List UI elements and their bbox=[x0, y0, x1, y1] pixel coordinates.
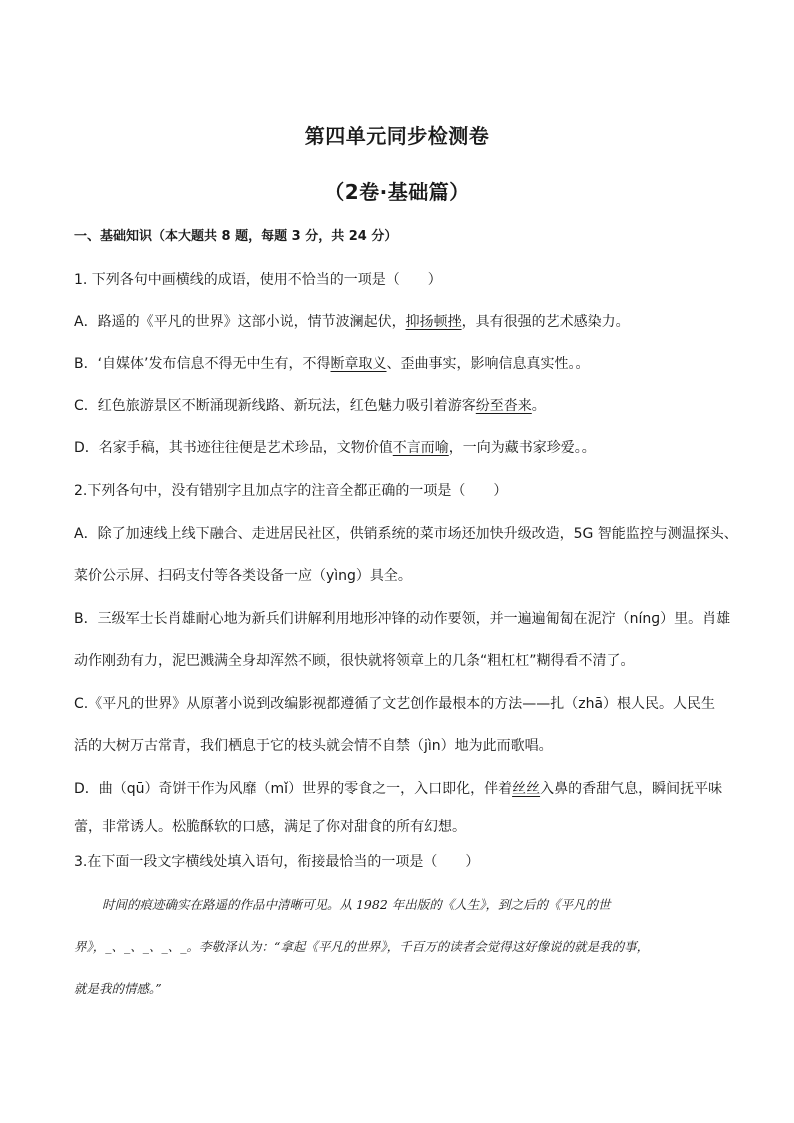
option-text: ，具有很强的艺术感染力。 bbox=[461, 314, 630, 330]
question-1-option-d bbox=[74, 438, 734, 458]
underlined-idiom: 纷至沓来 bbox=[475, 398, 532, 414]
question-2-option-c-line-2: 活的大树万古常青，我们栖息于它的枝头就会情不自禁（jìn）地为此而歌唱。 bbox=[74, 738, 553, 754]
question-2-stem: 2.下列各句中，没有错别字且加点字的注音全都正确的一项是（ ） bbox=[74, 483, 508, 499]
option-text: 、歪曲事实，影响信息真实性。。 bbox=[386, 356, 590, 372]
option-text: 入鼻的香甜气息，瞬间抚平味 bbox=[540, 781, 723, 797]
passage-line-1: 时间的痕迹确实在路遥的作品中清晰可见。从 1982 年出版的《人生》，到之后的《平凡的世 bbox=[102, 897, 611, 912]
section-heading: 一、基础知识（本大题共 8 题，每题 3 分，共 24 分） bbox=[74, 229, 398, 244]
question-2-option-d-line-2: 蕾，非常诱人。松脆酥软的口感，满足了你对甜食的所有幻想。 bbox=[74, 819, 466, 835]
question-1-option-a bbox=[74, 312, 734, 332]
underlined-idiom: 断章取义 bbox=[330, 356, 387, 372]
question-2-option-c-line-1: C.《平凡的世界》从原著小说到改编影视都遵循了文艺创作最根本的方法——扎（zhā）根人民。人民生 bbox=[74, 696, 716, 712]
page-subtitle: （2卷·基础篇） bbox=[324, 180, 470, 204]
page-title: 第四单元同步检测卷 bbox=[304, 124, 490, 148]
question-2-option-a-line-1: A．除了加速线上线下融合、走进居民社区，供销系统的菜市场还加快升级改造，5G 智能监控与测温探头、 bbox=[74, 526, 738, 542]
option-text: C．红色旅游景区不断涌现新线路、新玩法，红色魅力吸引着游客 bbox=[74, 398, 476, 414]
question-1-stem: 1. 下列各句中画横线的成语，使用不恰当的一项是（ ） bbox=[74, 272, 442, 288]
option-text: ，一向为藏书家珍爱。。 bbox=[448, 440, 596, 456]
question-2-option-b-line-1: B．三级军士长肖雄耐心地为新兵们讲解利用地形冲锋的动作要领，并一遍遍匍匐在泥泞（nínɡ）里。肖雄 bbox=[74, 611, 731, 627]
question-1-option-b bbox=[74, 354, 734, 374]
option-text: D．名家手稿，其书迹往往便是艺术珍品，文物价值 bbox=[74, 440, 393, 456]
question-2-option-b-line-2: 动作刚劲有力，泥巴溅满全身却浑然不顾，很快就将领章上的几条“粗杠杠”糊得看不清了。 bbox=[74, 653, 635, 669]
option-text: B．‘自媒体’发布信息不得无中生有，不得 bbox=[74, 356, 331, 372]
underlined-idiom: 不言而喻 bbox=[392, 440, 449, 456]
question-2-option-a-line-2: 菜价公示屏、扫码支付等各类设备一应（yìng）具全。 bbox=[74, 568, 412, 584]
underlined-idiom: 抑扬顿挫 bbox=[405, 314, 462, 330]
question-1-option-c bbox=[74, 396, 734, 416]
option-text: A．路遥的《平凡的世界》这部小说，情节波澜起伏， bbox=[74, 314, 406, 330]
underlined-word: 丝丝 bbox=[512, 781, 541, 797]
passage-line-3: 就是我的情感。” bbox=[74, 981, 162, 996]
question-3-stem: 3.在下面一段文字横线处填入语句，衔接最恰当的一项是（ ） bbox=[74, 854, 480, 870]
option-text: 。 bbox=[531, 398, 546, 414]
question-2-option-d-line-1 bbox=[74, 779, 734, 799]
option-text: D．曲（qū）奇饼干作为风靡（mǐ）世界的零食之一，入口即化，伴着 bbox=[74, 781, 513, 797]
passage-line-2: 界》，_、_、_、_、_。李敬泽认为：“拿起《平凡的世界》，千百万的读者会觉得这好像说的就是我的事， bbox=[74, 939, 650, 954]
